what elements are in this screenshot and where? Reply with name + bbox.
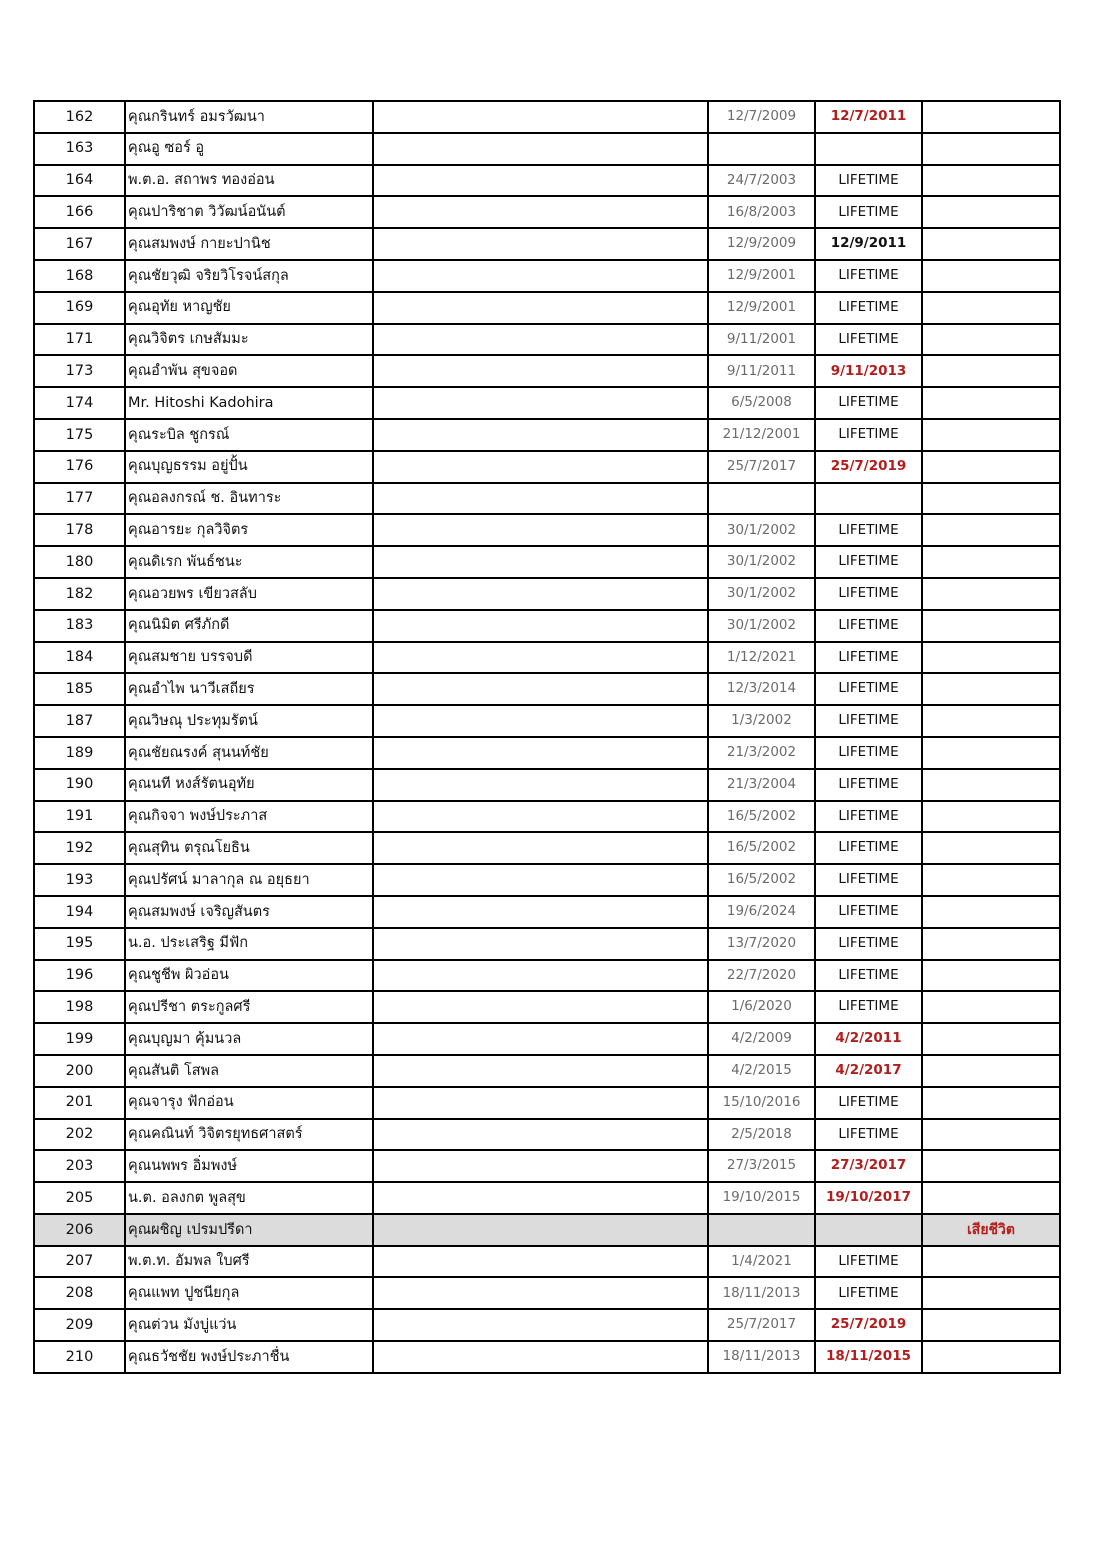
table-row [34, 1150, 1060, 1182]
member-name: น.อ. ประเสริฐ มีฟัก [125, 928, 373, 960]
member-name: น.ต. อลงกต พูลสุข [125, 1182, 373, 1214]
table-row [34, 864, 1060, 896]
expiry-date: LIFETIME [815, 196, 922, 228]
member-number: 164 [34, 165, 125, 197]
member-number: 201 [34, 1087, 125, 1119]
expiry-date: LIFETIME [815, 673, 922, 705]
table-row [34, 1246, 1060, 1278]
status-note [922, 991, 1060, 1023]
member-name: คุณอุทัย หาญชัย [125, 292, 373, 324]
expiry-date: LIFETIME [815, 832, 922, 864]
start-date: 30/1/2002 [708, 610, 815, 642]
member-number: 208 [34, 1277, 125, 1309]
start-date: 16/8/2003 [708, 196, 815, 228]
table-row [34, 1087, 1060, 1119]
member-name: คุณจารุง ฟักอ่อน [125, 1087, 373, 1119]
blank-cell [373, 165, 708, 197]
member-name: คุณนพพร อิ่มพงษ์ [125, 1150, 373, 1182]
status-note [922, 1341, 1060, 1373]
start-date: 12/3/2014 [708, 673, 815, 705]
blank-cell [373, 196, 708, 228]
expiry-date: 9/11/2013 [815, 355, 922, 387]
member-name: คุณปรีชา ตระกูลศรี [125, 991, 373, 1023]
member-number: 168 [34, 260, 125, 292]
member-name: คุณธวัชชัย พงษ์ประภาชื่น [125, 1341, 373, 1373]
member-name: คุณวิษณุ ประทุมรัตน์ [125, 705, 373, 737]
table-row [34, 737, 1060, 769]
blank-cell [373, 292, 708, 324]
expiry-date: LIFETIME [815, 387, 922, 419]
status-note [922, 1246, 1060, 1278]
table-row [34, 483, 1060, 515]
blank-cell [373, 355, 708, 387]
member-name: คุณกิจจา พงษ์ประภาส [125, 801, 373, 833]
blank-cell [373, 546, 708, 578]
member-name: คุณนที หงส์รัตนอุทัย [125, 769, 373, 801]
blank-cell [373, 864, 708, 896]
member-name: คุณแพท ปูชนียกุล [125, 1277, 373, 1309]
member-name: คุณชัยณรงค์ สุนนท์ชัย [125, 737, 373, 769]
member-number: 185 [34, 673, 125, 705]
expiry-date: 25/7/2019 [815, 451, 922, 483]
status-note [922, 864, 1060, 896]
member-name: คุณสมพงษ์ เจริญสันตร [125, 896, 373, 928]
table-row [34, 1023, 1060, 1055]
member-list-sheet [33, 100, 1055, 1374]
member-name: คุณอวยพร เขียวสลับ [125, 578, 373, 610]
member-name: Mr. Hitoshi Kadohira [125, 387, 373, 419]
start-date: 12/9/2001 [708, 260, 815, 292]
expiry-date: LIFETIME [815, 991, 922, 1023]
blank-cell [373, 451, 708, 483]
member-number: 178 [34, 514, 125, 546]
blank-cell [373, 1150, 708, 1182]
member-number: 180 [34, 546, 125, 578]
blank-cell [373, 1182, 708, 1214]
expiry-date: 27/3/2017 [815, 1150, 922, 1182]
member-name: คุณอู ซอร์ อู [125, 133, 373, 165]
expiry-date: 4/2/2011 [815, 1023, 922, 1055]
start-date: 22/7/2020 [708, 960, 815, 992]
table-row [34, 705, 1060, 737]
blank-cell [373, 705, 708, 737]
expiry-date: 4/2/2017 [815, 1055, 922, 1087]
member-number: 193 [34, 864, 125, 896]
start-date: 30/1/2002 [708, 578, 815, 610]
expiry-date: LIFETIME [815, 737, 922, 769]
expiry-date: 12/7/2011 [815, 101, 922, 133]
member-name: คุณชัยวุฒิ จริยวิโรจน์สกุล [125, 260, 373, 292]
table-row [34, 101, 1060, 133]
table-row [34, 1055, 1060, 1087]
expiry-date: LIFETIME [815, 260, 922, 292]
table-row [34, 832, 1060, 864]
status-note [922, 546, 1060, 578]
status-note [922, 483, 1060, 515]
start-date: 12/9/2009 [708, 228, 815, 260]
blank-cell [373, 483, 708, 515]
member-number: 169 [34, 292, 125, 324]
expiry-date: LIFETIME [815, 928, 922, 960]
table-row [34, 610, 1060, 642]
expiry-date: LIFETIME [815, 1087, 922, 1119]
start-date: 19/10/2015 [708, 1182, 815, 1214]
status-note [922, 292, 1060, 324]
status-note [922, 260, 1060, 292]
blank-cell [373, 896, 708, 928]
member-name: คุณชูชีพ ผิวอ่อน [125, 960, 373, 992]
expiry-date: LIFETIME [815, 610, 922, 642]
member-number: 198 [34, 991, 125, 1023]
member-number: 163 [34, 133, 125, 165]
member-number: 194 [34, 896, 125, 928]
status-note [922, 769, 1060, 801]
blank-cell [373, 673, 708, 705]
table-row [34, 642, 1060, 674]
table-row [34, 1214, 1060, 1246]
blank-cell [373, 228, 708, 260]
status-note [922, 1150, 1060, 1182]
expiry-date: LIFETIME [815, 292, 922, 324]
blank-cell [373, 1119, 708, 1151]
member-number: 173 [34, 355, 125, 387]
member-name: คุณบุญมา คุ้มนวล [125, 1023, 373, 1055]
member-name: คุณสันติ โสพล [125, 1055, 373, 1087]
member-number: 183 [34, 610, 125, 642]
start-date: 4/2/2015 [708, 1055, 815, 1087]
member-number: 171 [34, 324, 125, 356]
blank-cell [373, 1309, 708, 1341]
member-number: 190 [34, 769, 125, 801]
status-note [922, 1055, 1060, 1087]
start-date: 13/7/2020 [708, 928, 815, 960]
start-date: 16/5/2002 [708, 832, 815, 864]
start-date: 15/10/2016 [708, 1087, 815, 1119]
member-name: คุณนิมิต ศรีภักดี [125, 610, 373, 642]
start-date: 1/6/2020 [708, 991, 815, 1023]
blank-cell [373, 324, 708, 356]
member-number: 202 [34, 1119, 125, 1151]
start-date: 2/5/2018 [708, 1119, 815, 1151]
table-row [34, 133, 1060, 165]
table-row [34, 1341, 1060, 1373]
start-date: 27/3/2015 [708, 1150, 815, 1182]
status-note [922, 451, 1060, 483]
status-note [922, 673, 1060, 705]
blank-cell [373, 387, 708, 419]
blank-cell [373, 737, 708, 769]
expiry-date: LIFETIME [815, 642, 922, 674]
member-number: 167 [34, 228, 125, 260]
member-table [33, 100, 1061, 1374]
blank-cell [373, 260, 708, 292]
start-date: 16/5/2002 [708, 801, 815, 833]
expiry-date: LIFETIME [815, 705, 922, 737]
expiry-date: LIFETIME [815, 578, 922, 610]
member-name: คุณอารยะ กุลวิจิตร [125, 514, 373, 546]
table-row [34, 355, 1060, 387]
member-number: 182 [34, 578, 125, 610]
blank-cell [373, 101, 708, 133]
blank-cell [373, 133, 708, 165]
member-name: คุณบุญธรรม อยู่ปั้น [125, 451, 373, 483]
status-note [922, 960, 1060, 992]
member-name: คุณระบิล ชูกรณ์ [125, 419, 373, 451]
blank-cell [373, 610, 708, 642]
member-name: คุณปาริชาต วิวัฒน์อนันต์ [125, 196, 373, 228]
start-date: 21/3/2002 [708, 737, 815, 769]
expiry-date: LIFETIME [815, 546, 922, 578]
member-number: 205 [34, 1182, 125, 1214]
start-date: 30/1/2002 [708, 546, 815, 578]
member-name: คุณต่วน มังบู่แว่น [125, 1309, 373, 1341]
expiry-date: LIFETIME [815, 1277, 922, 1309]
expiry-date: LIFETIME [815, 896, 922, 928]
blank-cell [373, 419, 708, 451]
blank-cell [373, 801, 708, 833]
member-name: คุณดิเรก พันธ์ชนะ [125, 546, 373, 578]
start-date: 24/7/2003 [708, 165, 815, 197]
expiry-date [815, 1214, 922, 1246]
table-row [34, 419, 1060, 451]
member-name: คุณสมพงษ์ กายะปานิช [125, 228, 373, 260]
member-number: 196 [34, 960, 125, 992]
member-number: 187 [34, 705, 125, 737]
blank-cell [373, 1246, 708, 1278]
member-name: คุณปรัศน์ มาลากุล ณ อยุธยา [125, 864, 373, 896]
start-date: 25/7/2017 [708, 451, 815, 483]
expiry-date: LIFETIME [815, 801, 922, 833]
blank-cell [373, 832, 708, 864]
blank-cell [373, 1214, 708, 1246]
status-note [922, 578, 1060, 610]
status-note [922, 419, 1060, 451]
expiry-date [815, 483, 922, 515]
start-date: 9/11/2011 [708, 355, 815, 387]
member-number: 195 [34, 928, 125, 960]
status-note: เสียชีวิต [922, 1214, 1060, 1246]
blank-cell [373, 514, 708, 546]
expiry-date: LIFETIME [815, 864, 922, 896]
member-name: คุณสมชาย บรรจบดี [125, 642, 373, 674]
member-number: 177 [34, 483, 125, 515]
blank-cell [373, 960, 708, 992]
status-note [922, 1023, 1060, 1055]
blank-cell [373, 991, 708, 1023]
member-number: 207 [34, 1246, 125, 1278]
start-date: 19/6/2024 [708, 896, 815, 928]
status-note [922, 196, 1060, 228]
status-note [922, 1309, 1060, 1341]
member-name: คุณวิจิตร เกษสัมมะ [125, 324, 373, 356]
expiry-date: 12/9/2011 [815, 228, 922, 260]
member-number: 209 [34, 1309, 125, 1341]
member-name: คุณผชิญ เปรมปรีดา [125, 1214, 373, 1246]
table-row [34, 546, 1060, 578]
blank-cell [373, 769, 708, 801]
status-note [922, 801, 1060, 833]
start-date: 12/7/2009 [708, 101, 815, 133]
status-note [922, 101, 1060, 133]
status-note [922, 133, 1060, 165]
expiry-date: LIFETIME [815, 960, 922, 992]
start-date: 9/11/2001 [708, 324, 815, 356]
blank-cell [373, 1087, 708, 1119]
expiry-date [815, 133, 922, 165]
start-date: 16/5/2002 [708, 864, 815, 896]
member-number: 176 [34, 451, 125, 483]
blank-cell [373, 1277, 708, 1309]
member-name: คุณคณินท์ วิจิตรยุทธศาสตร์ [125, 1119, 373, 1151]
start-date: 18/11/2013 [708, 1341, 815, 1373]
table-row [34, 928, 1060, 960]
status-note [922, 1277, 1060, 1309]
status-note [922, 514, 1060, 546]
expiry-date: 19/10/2017 [815, 1182, 922, 1214]
member-number: 210 [34, 1341, 125, 1373]
member-number: 203 [34, 1150, 125, 1182]
table-row [34, 387, 1060, 419]
blank-cell [373, 642, 708, 674]
table-row [34, 324, 1060, 356]
start-date: 6/5/2008 [708, 387, 815, 419]
table-row [34, 896, 1060, 928]
blank-cell [373, 928, 708, 960]
table-row [34, 1119, 1060, 1151]
member-number: 166 [34, 196, 125, 228]
member-number: 192 [34, 832, 125, 864]
member-name: คุณอำพัน สุขจอด [125, 355, 373, 387]
start-date: 18/11/2013 [708, 1277, 815, 1309]
status-note [922, 928, 1060, 960]
blank-cell [373, 1023, 708, 1055]
expiry-date: 25/7/2019 [815, 1309, 922, 1341]
status-note [922, 832, 1060, 864]
start-date: 12/9/2001 [708, 292, 815, 324]
start-date: 21/3/2004 [708, 769, 815, 801]
start-date: 25/7/2017 [708, 1309, 815, 1341]
start-date [708, 1214, 815, 1246]
start-date [708, 483, 815, 515]
member-number: 200 [34, 1055, 125, 1087]
table-row [34, 673, 1060, 705]
start-date [708, 133, 815, 165]
expiry-date: 18/11/2015 [815, 1341, 922, 1373]
table-row [34, 960, 1060, 992]
status-note [922, 896, 1060, 928]
member-number: 199 [34, 1023, 125, 1055]
member-number: 175 [34, 419, 125, 451]
status-note [922, 165, 1060, 197]
member-name: พ.ต.ท. อัมพล ใบศรี [125, 1246, 373, 1278]
member-number: 184 [34, 642, 125, 674]
status-note [922, 355, 1060, 387]
blank-cell [373, 1341, 708, 1373]
member-name: คุณอำไพ นาวีเสถียร [125, 673, 373, 705]
status-note [922, 1119, 1060, 1151]
table-row [34, 1182, 1060, 1214]
member-name: คุณกรินทร์ อมรวัฒนา [125, 101, 373, 133]
table-row [34, 769, 1060, 801]
table-row [34, 578, 1060, 610]
status-note [922, 387, 1060, 419]
member-number: 189 [34, 737, 125, 769]
table-row [34, 228, 1060, 260]
table-row [34, 991, 1060, 1023]
table-row [34, 1309, 1060, 1341]
table-row [34, 292, 1060, 324]
member-name: พ.ต.อ. สถาพร ทองอ่อน [125, 165, 373, 197]
expiry-date: LIFETIME [815, 1246, 922, 1278]
member-name: คุณสุทิน ตรุณโยธิน [125, 832, 373, 864]
start-date: 30/1/2002 [708, 514, 815, 546]
member-table-body [34, 101, 1060, 1373]
status-note [922, 642, 1060, 674]
table-row [34, 451, 1060, 483]
status-note [922, 324, 1060, 356]
start-date: 1/3/2002 [708, 705, 815, 737]
table-row [34, 165, 1060, 197]
member-number: 162 [34, 101, 125, 133]
member-name: คุณอลงกรณ์ ช. อินทาระ [125, 483, 373, 515]
blank-cell [373, 1055, 708, 1087]
expiry-date: LIFETIME [815, 324, 922, 356]
expiry-date: LIFETIME [815, 769, 922, 801]
member-number: 206 [34, 1214, 125, 1246]
member-number: 191 [34, 801, 125, 833]
start-date: 21/12/2001 [708, 419, 815, 451]
status-note [922, 1087, 1060, 1119]
status-note [922, 737, 1060, 769]
status-note [922, 705, 1060, 737]
status-note [922, 610, 1060, 642]
status-note [922, 1182, 1060, 1214]
expiry-date: LIFETIME [815, 419, 922, 451]
member-number: 174 [34, 387, 125, 419]
table-row [34, 196, 1060, 228]
expiry-date: LIFETIME [815, 514, 922, 546]
start-date: 1/4/2021 [708, 1246, 815, 1278]
blank-cell [373, 578, 708, 610]
expiry-date: LIFETIME [815, 1119, 922, 1151]
expiry-date: LIFETIME [815, 165, 922, 197]
table-row [34, 514, 1060, 546]
start-date: 1/12/2021 [708, 642, 815, 674]
status-note [922, 228, 1060, 260]
table-row [34, 801, 1060, 833]
table-row [34, 260, 1060, 292]
start-date: 4/2/2009 [708, 1023, 815, 1055]
table-row [34, 1277, 1060, 1309]
